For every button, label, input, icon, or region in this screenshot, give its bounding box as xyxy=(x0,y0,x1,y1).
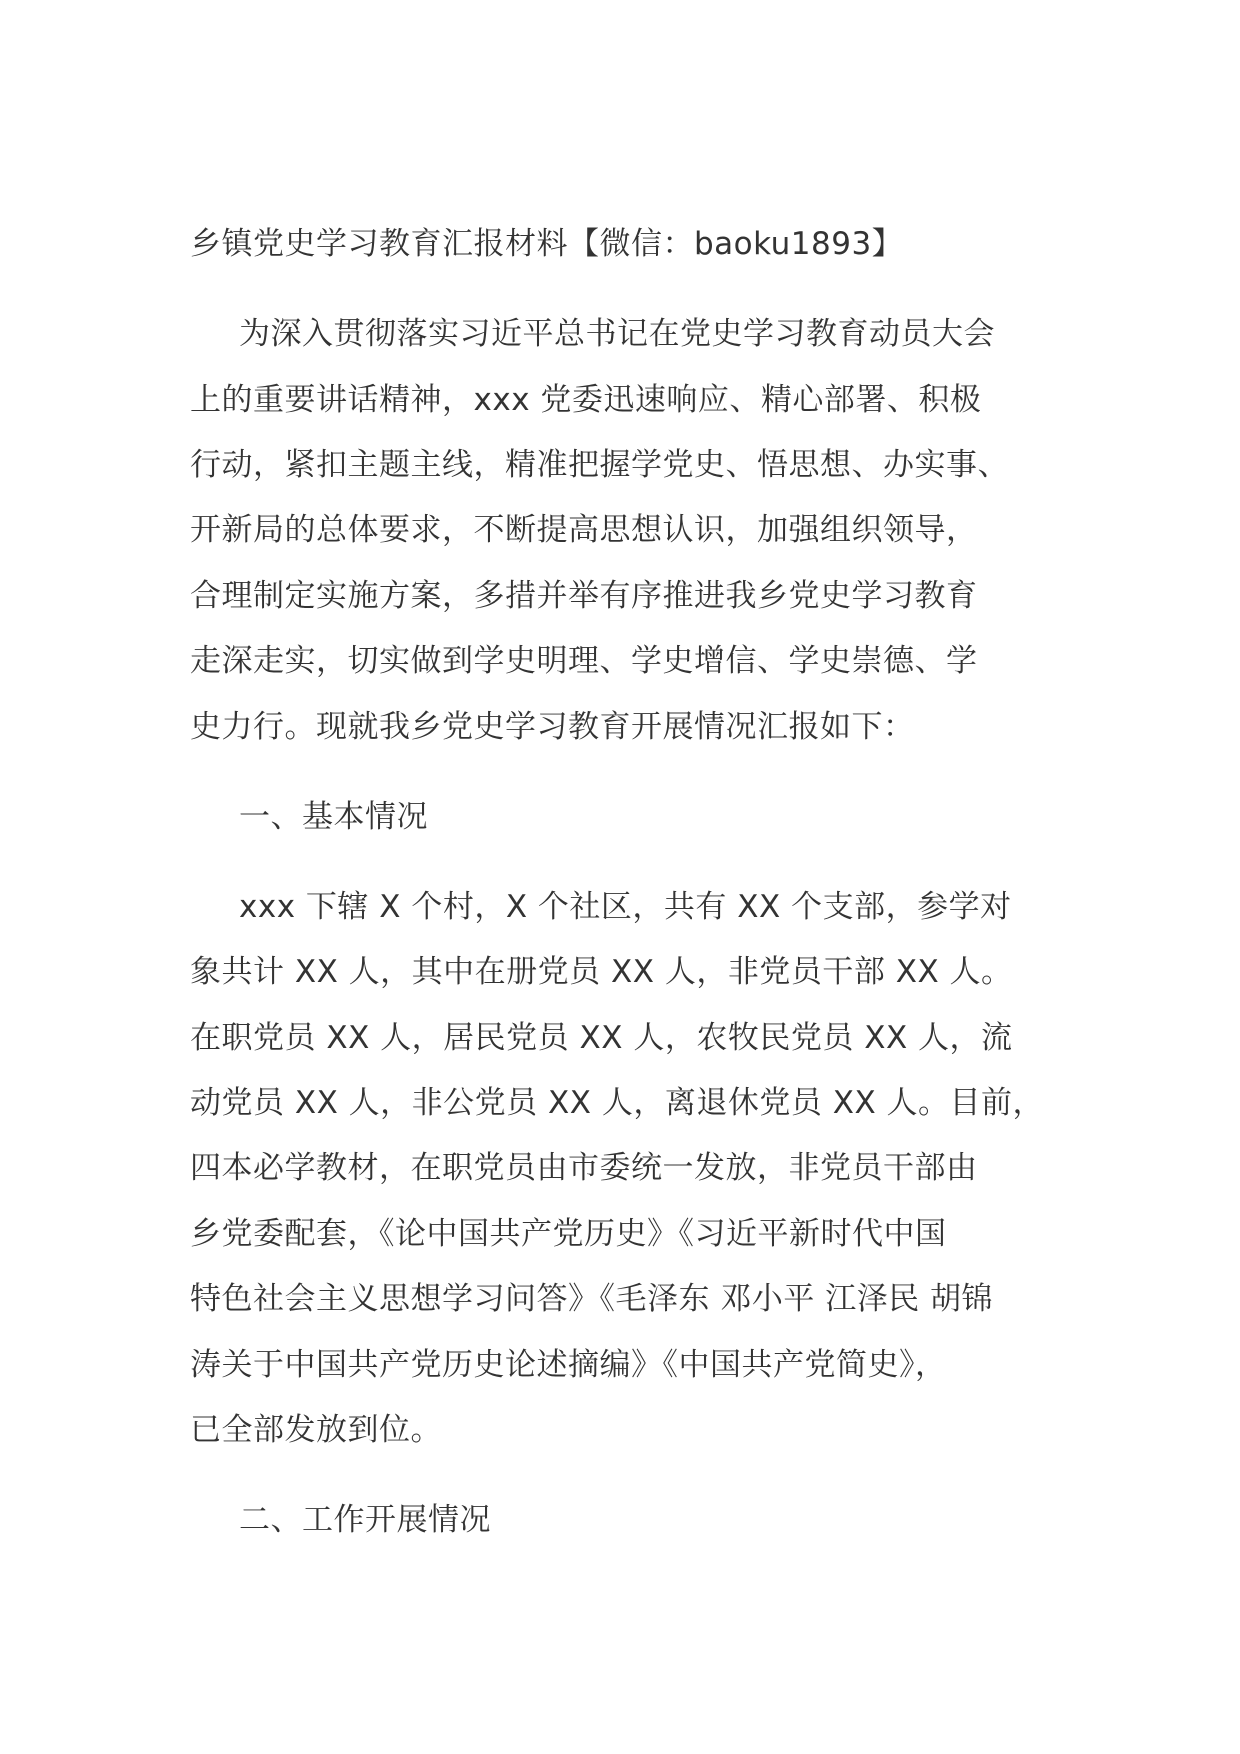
section1-heading: 一、基本情况 xyxy=(239,799,428,835)
intro-line-2: 上的重要讲话精神，xxx 党委迅速响应、精心部署、积极 xyxy=(190,382,982,418)
section2-heading: 二、工作开展情况 xyxy=(239,1502,491,1538)
section1-line-4: 动党员 XX 人，非公党员 XX 人，离退休党员 XX 人。目前， xyxy=(190,1085,1045,1121)
section1-line-3: 在职党员 XX 人，居民党员 XX 人，农牧民党员 XX 人，流 xyxy=(190,1020,1013,1056)
section1-line-5: 四本必学教材，在职党员由市委统一发放，非党员干部由 xyxy=(190,1150,978,1186)
intro-line-1: 为深入贯彻落实习近平总书记在党史学习教育动员大会 xyxy=(239,316,995,352)
section1-line-2: 象共计 XX 人，其中在册党员 XX 人，非党员干部 XX 人。 xyxy=(190,954,1013,990)
section1-line-9: 已全部发放到位。 xyxy=(190,1412,442,1448)
intro-line-5: 合理制定实施方案，多措并举有序推进我乡党史学习教育 xyxy=(190,578,978,614)
intro-line-3: 行动，紧扣主题主线，精准把握学党史、悟思想、办实事、 xyxy=(190,447,1009,483)
intro-line-7: 史力行。现就我乡党史学习教育开展情况汇报如下： xyxy=(190,709,915,745)
document-title: 乡镇党史学习教育汇报材料【微信：baoku1893】 xyxy=(190,226,904,262)
section1-line-6: 乡党委配套，《论中国共产党历史》《习近平新时代中国 xyxy=(190,1216,947,1252)
intro-line-6: 走深走实，切实做到学史明理、学史增信、学史崇德、学 xyxy=(190,643,978,679)
intro-line-4: 开新局的总体要求，不断提高思想认识，加强组织领导， xyxy=(190,512,978,548)
section1-line-8: 涛关于中国共产党历史论述摘编》《中国共产党简史》， xyxy=(190,1347,947,1383)
section1-line-7: 特色社会主义思想学习问答》《毛泽东 邓小平 江泽民 胡锦 xyxy=(190,1281,994,1317)
section1-line-1: xxx 下辖 X 个村，X 个社区，共有 XX 个支部，参学对 xyxy=(239,889,1012,925)
